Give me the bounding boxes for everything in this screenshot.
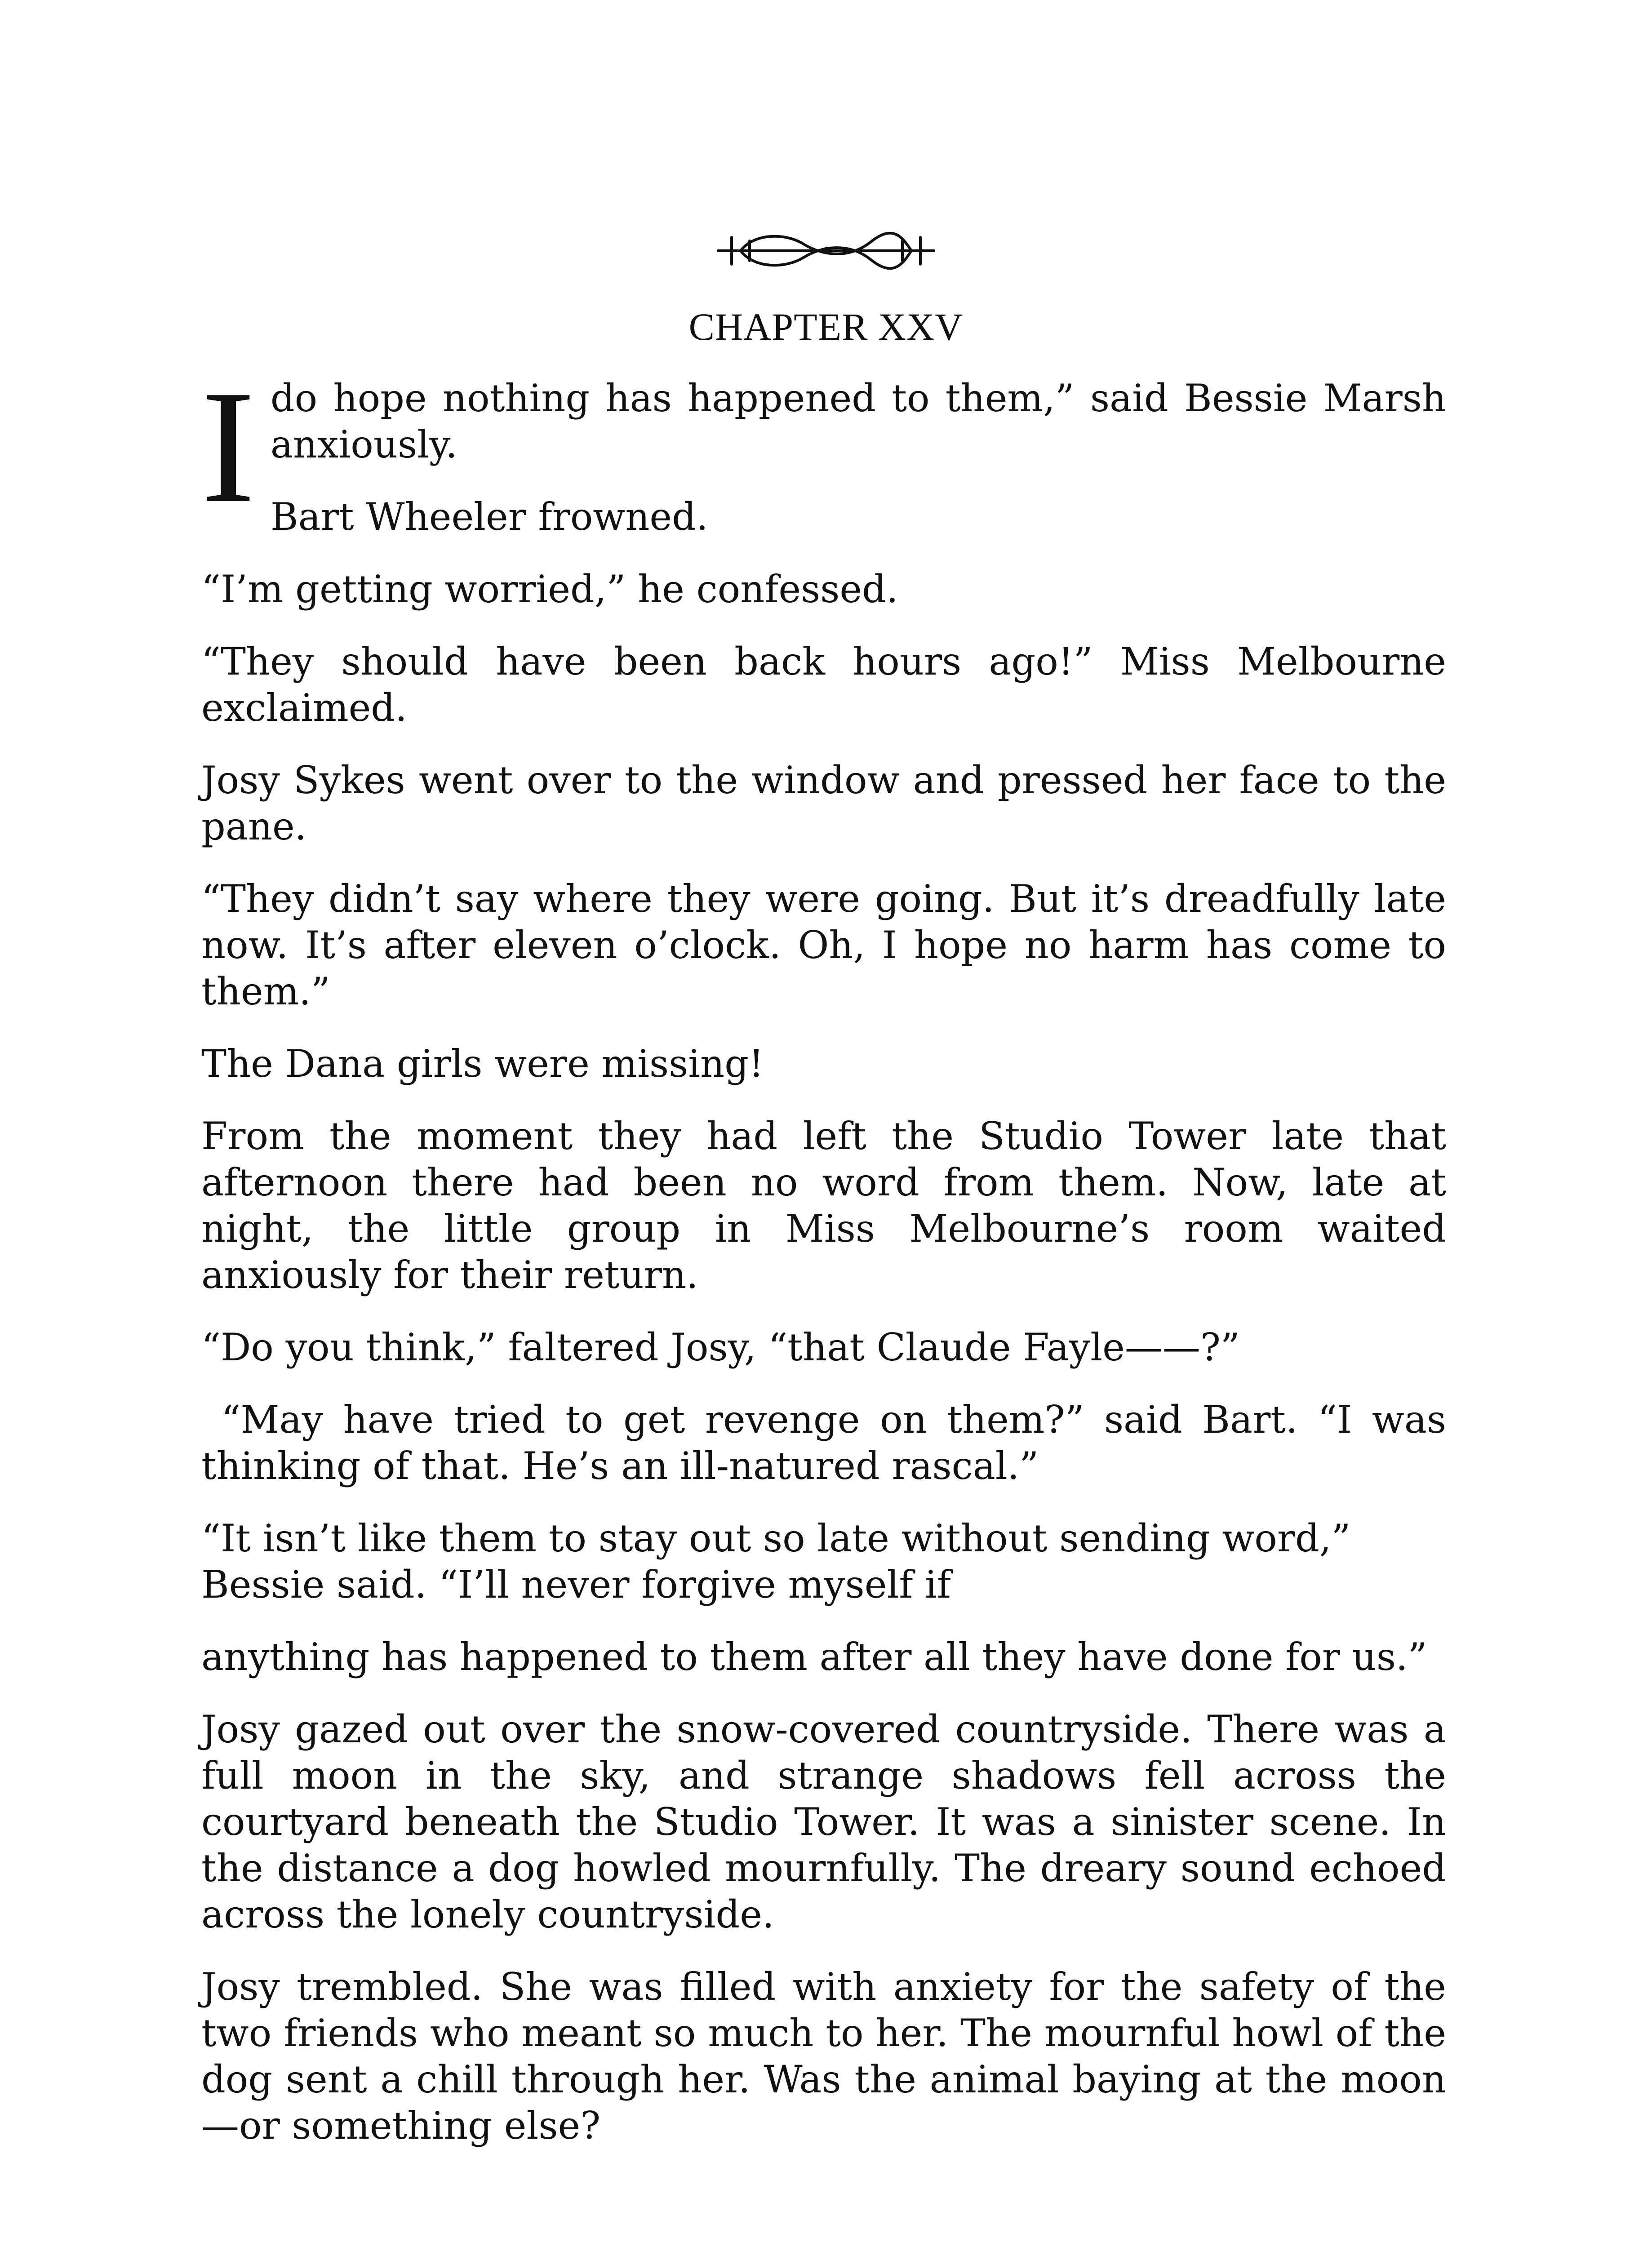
chapter-title: CHAPTER XXV <box>688 305 964 348</box>
scroll-ornament-icon <box>714 224 938 278</box>
paragraph: anything has happened to them after all they have done for us.” <box>201 1635 1427 1679</box>
paragraph: Josy gazed out over the snow-covered countryside. There was a full moon in the sky, and strange shadows fell across the courtyard beneath the Studio Tower. It was a sinister scene. In the distance a dog howled mournfully. The dreary sound echoed across the lonely countryside. <box>201 1707 1446 1936</box>
paragraph: Bart Wheeler frowned. <box>270 495 708 539</box>
paragraph: “Do you think,” faltered Josy, “that Claude Fayle——?” <box>201 1325 1240 1369</box>
chapter-body <box>201 357 1458 2175</box>
paragraph: From the moment they had left the Studio Tower late that afternoon there had been no word from them. Now, late at night, the little group in Miss Melbourne’s room waited anxiously for their return. <box>201 1114 1446 1297</box>
paragraph: “They should have been back hours ago!” Miss Melbourne exclaimed. <box>201 639 1446 730</box>
paragraph: “I’m getting worried,” he confessed. <box>201 567 898 611</box>
paragraph: Josy trembled. She was filled with anxiety for the safety of the two friends who meant so much to her. The mournful howl of the dog sent a chill through her. Was the animal baying at the moon—or something else? <box>201 1965 1446 2148</box>
paragraph: “It isn’t like them to stay out so late without sending word,” Bessie said. “I’ll never forgive myself if <box>201 1516 1351 1607</box>
paragraph: Josy Sykes went over to the window and pressed her face to the pane. <box>201 758 1446 848</box>
paragraph-text: do hope nothing has happened to them,” said Bessie Marsh anxiously. <box>270 376 1446 466</box>
drop-cap: I <box>201 357 255 536</box>
paragraph: “They didn’t say where they were going. But it’s dreadfully late now. It’s after eleven o’clock. Oh, I hope no harm has come to them.” <box>201 877 1446 1013</box>
paragraph: “May have tried to get revenge on them?” said Bart. “I was thinking of that. He’s an ill-natured rascal.” <box>201 1398 1458 1488</box>
paragraph: The Dana girls were missing! <box>201 1042 764 1086</box>
